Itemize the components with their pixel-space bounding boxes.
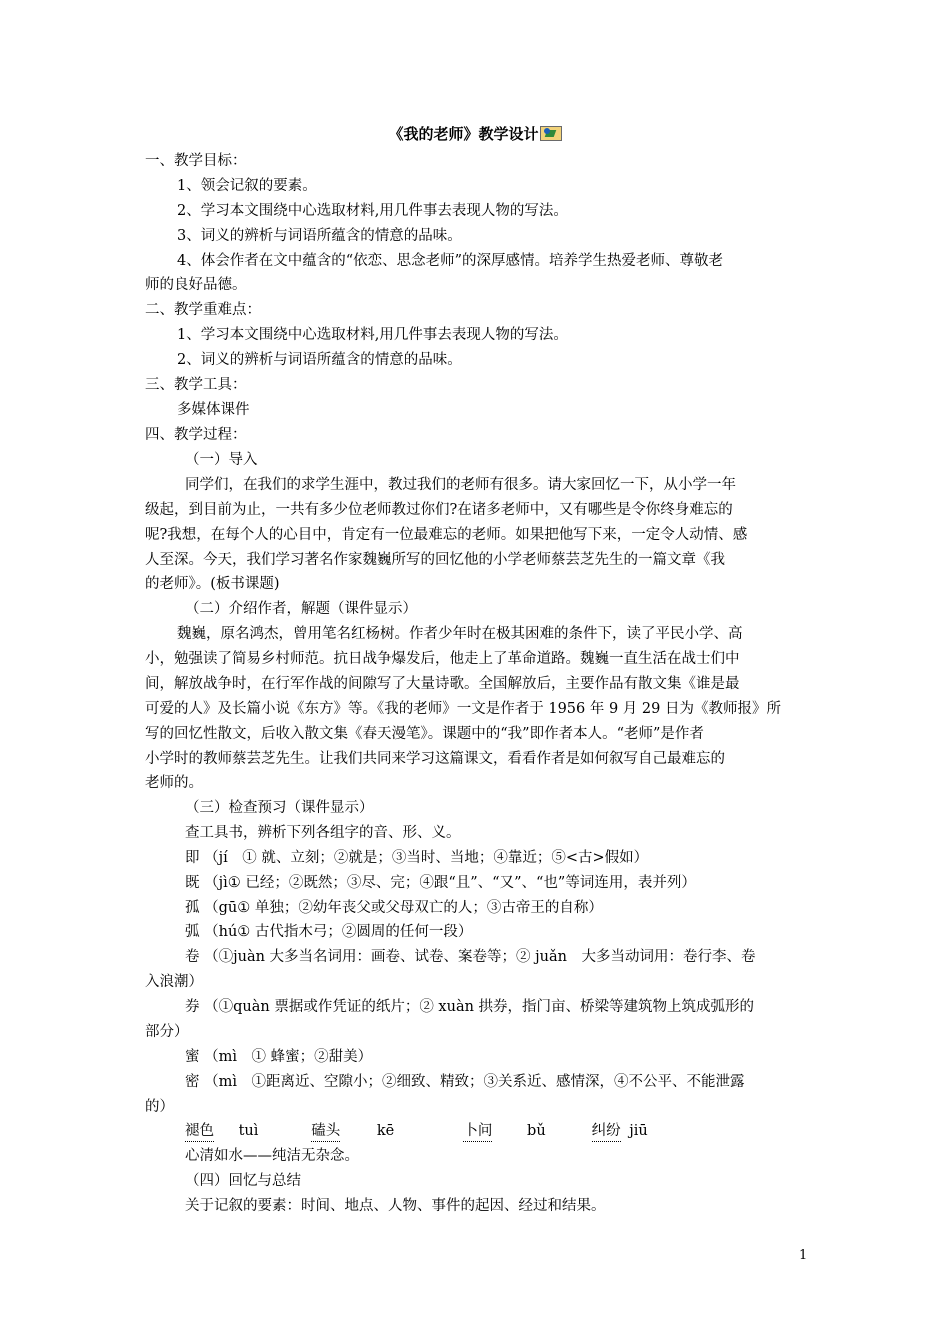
pinyin-reading: jiū [629, 1123, 648, 1139]
step2-line: 小，勉强读了简易乡村师范。抗日战争爆发后，他走上了革命道路。魏巍一直生活在战士们中 [145, 651, 740, 667]
step1-line: 呢?我想，在每个人的心目中，肯定有一位最难忘的老师。如果把他写下来，一定令人动情、感 [145, 527, 748, 543]
char-entry: 弧 （hú① 古代指木弓；②圆周的任何一段） [185, 924, 473, 940]
char-entry: 蜜 （mì ① 蜂蜜；②甜美） [185, 1049, 373, 1065]
goal-item: 1、领会记叙的要素。 [177, 178, 317, 194]
idiom-line: 心清如水——纯洁无杂念。 [185, 1148, 359, 1164]
pinyin-word: 卜问 [463, 1121, 492, 1142]
step2-line: 可爱的人》及长篇小说《东方》等。《我的老师》一文是作者于 1956 年 9 月 29 日为《教师报》所 [145, 701, 781, 717]
step2-line: 老师的。 [145, 775, 203, 791]
page-number: 1 [799, 1248, 808, 1263]
step2-line: 小学时的教师蔡芸芝先生。让我们共同来学习这篇课文，看看作者是如何叙写自己最难忘的 [145, 751, 725, 767]
step4-line: 关于记叙的要素：时间、地点、人物、事件的起因、经过和结果。 [185, 1198, 606, 1214]
title-text: 《我的老师》教学设计 [388, 125, 539, 143]
goal-item-cont: 师的良好品德。 [145, 277, 247, 293]
tools-text: 多媒体课件 [177, 402, 250, 418]
key-heading: 二、教学重难点： [145, 302, 261, 318]
char-entry-cont: 部分） [145, 1024, 189, 1040]
step1-line: 同学们，在我们的求学生涯中，教过我们的老师有很多。请大家回忆一下，从小学一年 [185, 477, 736, 493]
char-entry: 即 （jí ① 就、立刻；②就是；③当时、当地；④靠近；⑤<古>假如） [185, 850, 649, 866]
pinyin-word: 磕头 [311, 1121, 340, 1142]
step1-line: 的老师》。(板书课题) [145, 576, 280, 592]
char-entry: 密 （mì ①距离近、空隙小；②细致、精致；③关系近、感情深，④不公平、不能泄露 [185, 1074, 745, 1090]
step3-heading: （三）检查预习（课件显示） [185, 800, 374, 816]
process-heading: 四、教学过程： [145, 427, 247, 443]
key-point: 1、学习本文围绕中心选取材料,用几件事去表现人物的写法。 [177, 327, 568, 343]
pinyin-reading: bǔ [527, 1123, 546, 1139]
step1-line: 人至深。今天，我们学习著名作家魏巍所写的回忆他的小学老师蔡芸芝先生的一篇文章《我 [145, 552, 725, 568]
pinyin-word: 纠纷 [592, 1121, 621, 1142]
goals-heading: 一、教学目标： [145, 153, 247, 169]
document-title [0, 124, 950, 144]
char-entry: 券 （①quàn 票据或作凭证的纸片；② xuàn 拱券，指门亩、桥梁等建筑物上筑成弧形的 [185, 999, 755, 1015]
step2-line: 写的回忆性散文，后收入散文集《春天漫笔》。课题中的“我”即作者本人。“老师”是作者 [145, 726, 704, 742]
goal-item: 4、体会作者在文中蕴含的“依恋、思念老师”的深厚感情。培养学生热爱老师、尊敬老 [177, 253, 724, 269]
tools-heading: 三、教学工具： [145, 377, 247, 393]
step1-line: 级起，到目前为止，一共有多少位老师教过你们?在诸多老师中，又有哪些是令你终身难忘的 [145, 502, 733, 518]
step1-heading: （一）导入 [185, 452, 258, 468]
step2-heading: （二）介绍作者，解题（课件显示） [185, 601, 417, 617]
step2-line: 魏巍，原名鸿杰，曾用笔名红杨树。作者少年时在极其困难的条件下，读了平民小学、高 [177, 626, 743, 642]
pinyin-reading: tuì [238, 1123, 259, 1139]
pinyin-reading: kē [376, 1123, 395, 1139]
pinyin-word: 褪色 [185, 1121, 214, 1142]
step3-intro: 查工具书，辨析下列各组字的音、形、义。 [185, 825, 461, 841]
step4-heading: （四）回忆与总结 [185, 1173, 301, 1189]
key-point: 2、词义的辨析与词语所蕴含的情意的品味。 [177, 352, 462, 368]
step2-line: 间，解放战争时，在行军作战的间隙写了大量诗歌。全国解放后，主要作品有散文集《谁是最 [145, 676, 740, 692]
char-entry-cont: 的） [145, 1099, 174, 1115]
char-entry-cont: 入浪潮） [145, 974, 203, 990]
goal-item: 2、学习本文围绕中心选取材料,用几件事去表现人物的写法。 [177, 203, 568, 219]
pinyin-row [185, 1121, 648, 1142]
char-entry: 既 （jì① 已经；②既然；③尽、完；④跟“且”、“又”、“也”等词连用，表并列） [185, 875, 696, 891]
pen-note-icon [540, 126, 562, 141]
char-entry: 卷 （①juàn 大多当名词用：画卷、试卷、案卷等；② juǎn 大多当动词用：卷行李、卷 [185, 949, 756, 965]
char-entry: 孤 （gū① 单独；②幼年丧父或父母双亡的人；③古帝王的自称） [185, 900, 603, 916]
goal-item: 3、词义的辨析与词语所蕴含的情意的品味。 [177, 228, 462, 244]
